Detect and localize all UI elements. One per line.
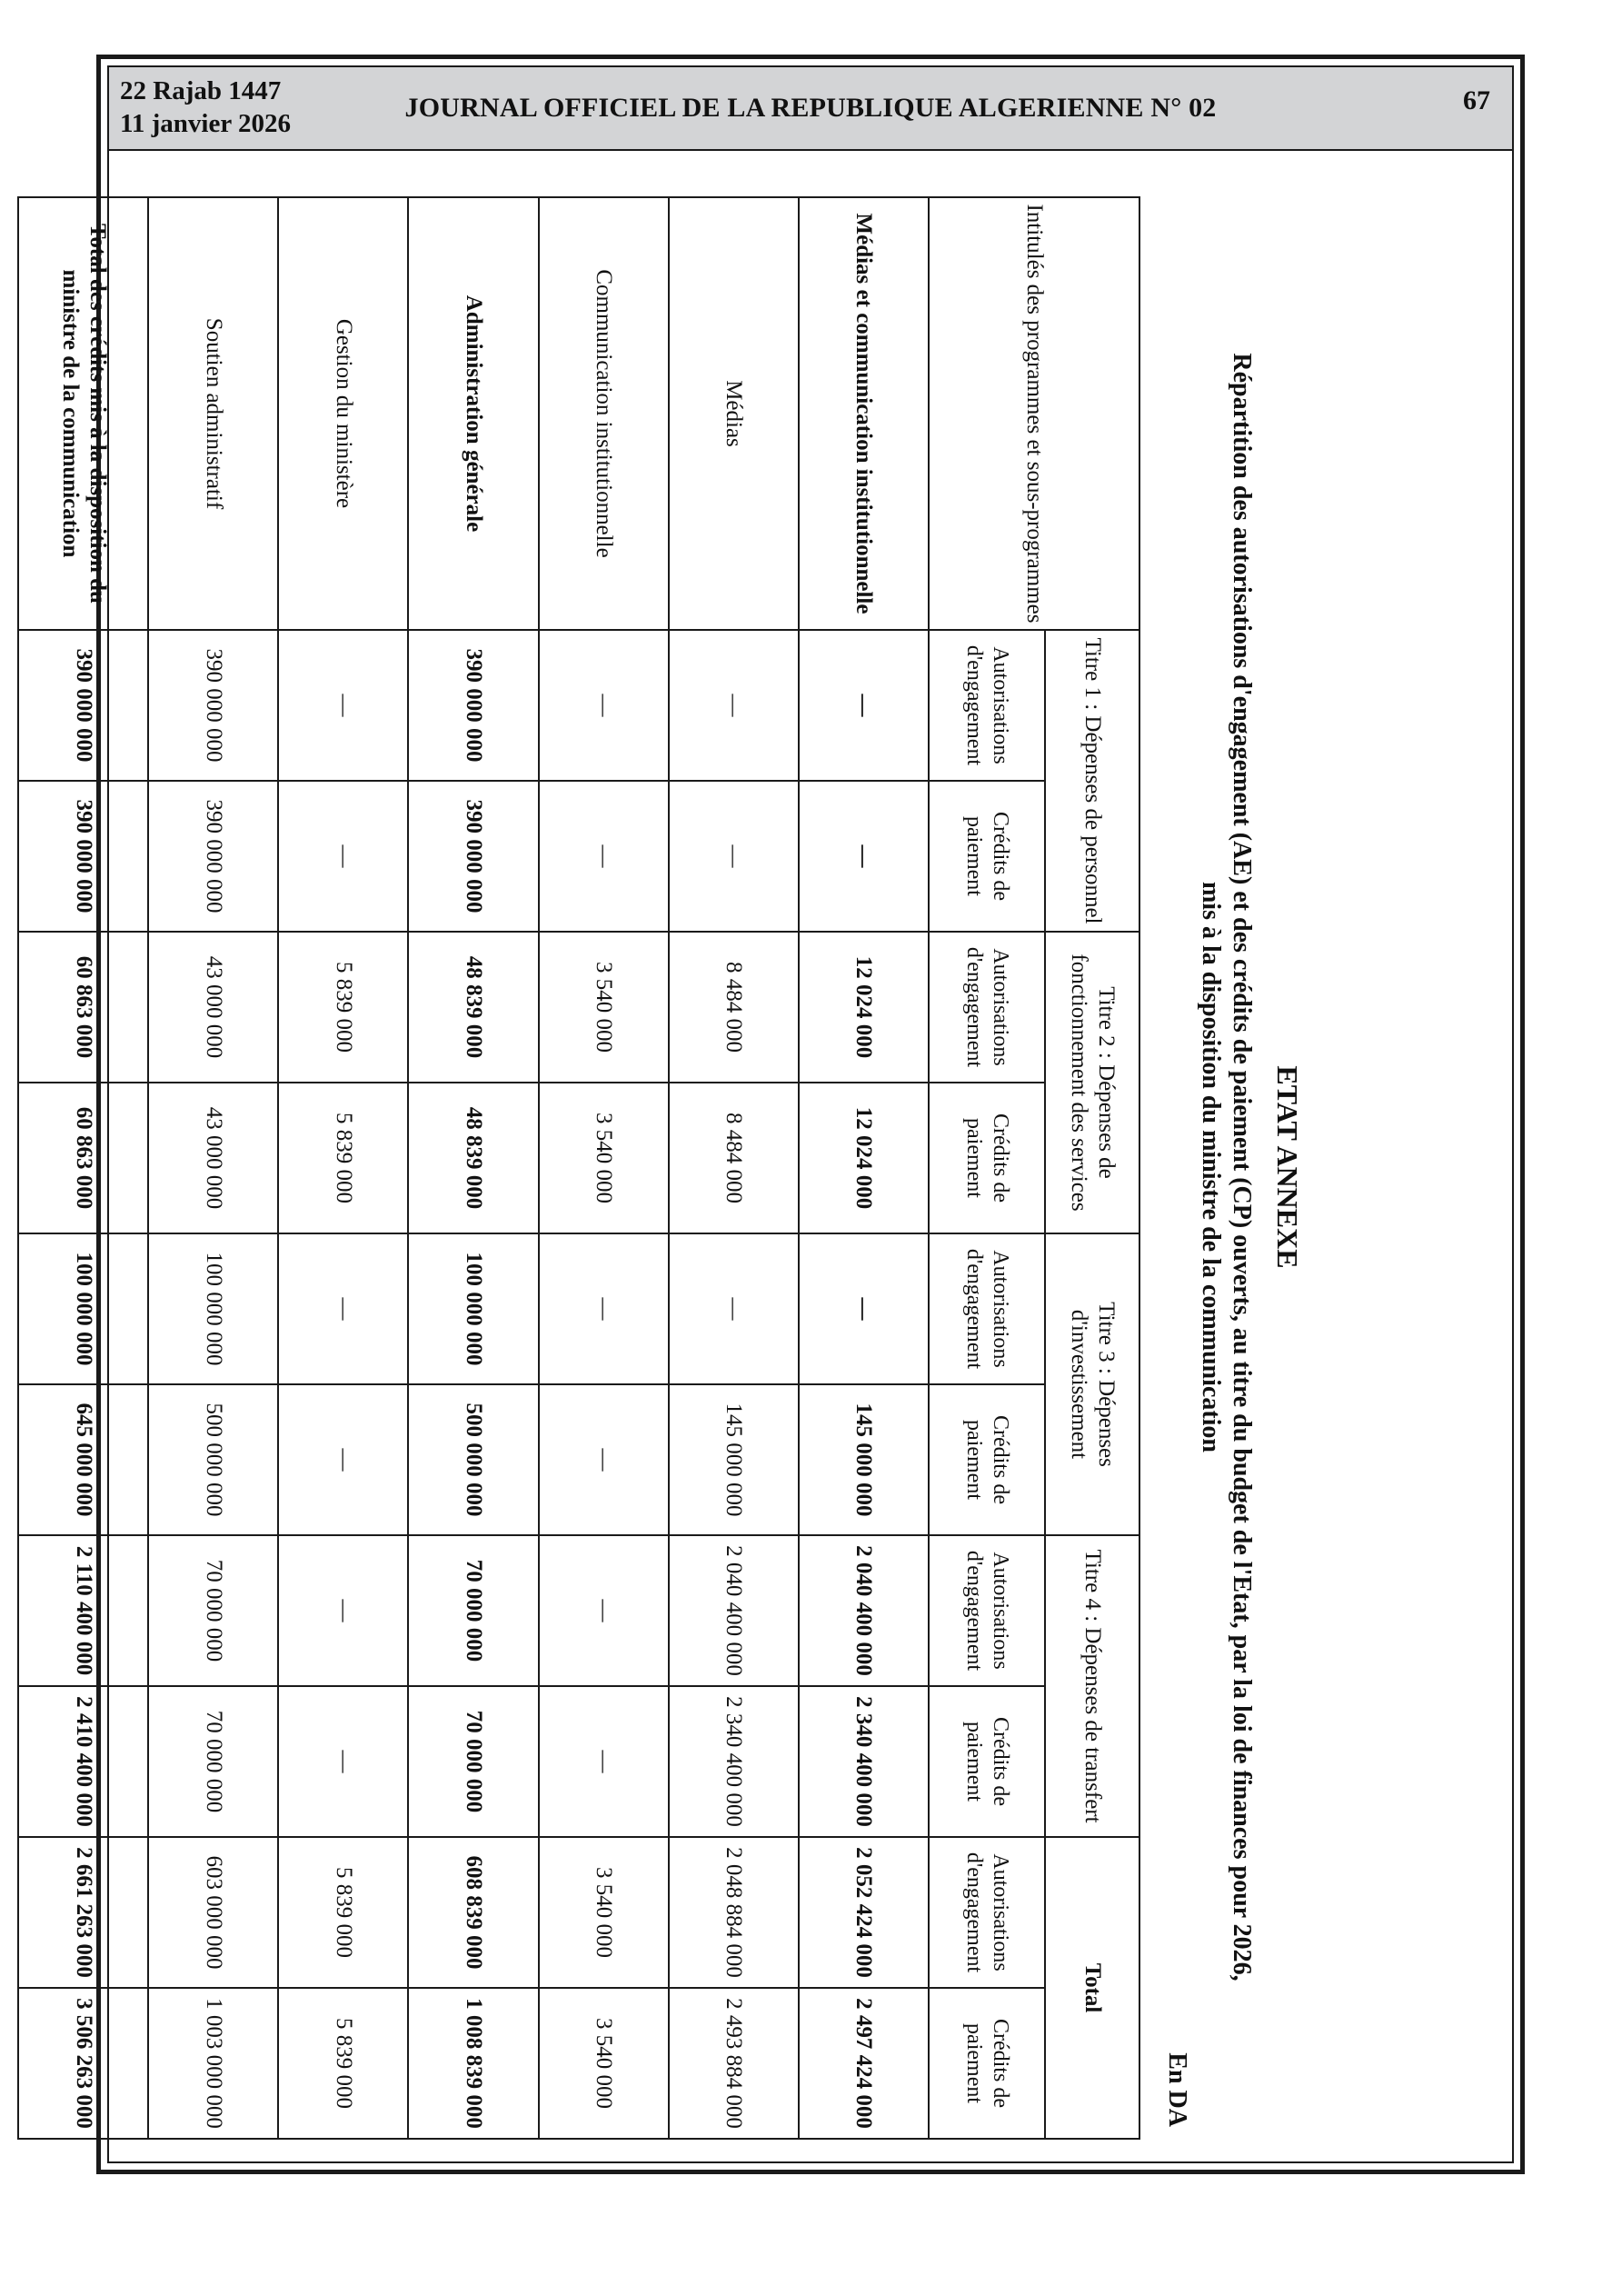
value-cell: — <box>669 630 799 781</box>
subheader-ae: Autorisations d'engagement <box>929 630 1045 781</box>
date-hijri: 22 Rajab 1447 <box>120 76 282 105</box>
subheader-ae: Autorisations d'engagement <box>929 1233 1045 1384</box>
value-cell: 2 410 400 000 <box>18 1686 148 1837</box>
value-cell: — <box>278 1384 408 1535</box>
value-cell: 3 540 000 <box>539 1837 669 1988</box>
value-cell: — <box>278 781 408 932</box>
journal-title: JOURNAL OFFICIEL DE LA REPUBLIQUE ALGERIENNE N° 02 <box>404 93 1217 123</box>
value-cell: 5 839 000 <box>278 1988 408 2139</box>
table-row <box>799 197 929 2139</box>
value-cell: — <box>539 1686 669 1837</box>
subheader-cp: Crédits de paiement <box>929 781 1045 932</box>
value-cell: 60 863 000 <box>18 932 148 1083</box>
table-row <box>539 197 669 2139</box>
subheader-ae: Autorisations d'engagement <box>929 932 1045 1083</box>
row-label: Soutien administratif <box>148 197 278 630</box>
value-cell: — <box>539 1384 669 1535</box>
value-cell: 390 000 000 <box>408 630 538 781</box>
journal-header <box>109 67 1512 151</box>
annex-subtitle <box>1195 251 1257 2083</box>
table-row <box>408 197 538 2139</box>
value-cell: 1 008 839 000 <box>408 1988 538 2139</box>
value-cell: 2 048 884 000 <box>669 1837 799 1988</box>
subheader-ae: Autorisations d'engagement <box>929 1535 1045 1686</box>
subheader-cp: Crédits de paiement <box>929 1083 1045 1233</box>
value-cell: 390 000 000 <box>408 781 538 932</box>
value-cell: 48 839 000 <box>408 1083 538 1233</box>
table-row <box>18 197 148 2139</box>
value-cell: 3 540 000 <box>539 932 669 1083</box>
value-cell: 2 661 263 000 <box>18 1837 148 1988</box>
value-cell: 2 497 424 000 <box>799 1988 929 2139</box>
subtitle-line-1: Répartition des autorisations d'engagement (AE) et des crédits de paiement (CP) ouverts, au titre du budget de l'Etat, par la loi de finances pour 2026, <box>1228 353 1256 1982</box>
value-cell: 5 839 000 <box>278 1083 408 1233</box>
value-cell: 645 000 000 <box>18 1384 148 1535</box>
value-cell: 43 000 000 <box>148 932 278 1083</box>
value-cell: 8 484 000 <box>669 932 799 1083</box>
group-header-titre2: Titre 2 : Dépenses de fonctionnement des services <box>1045 932 1139 1233</box>
value-cell: 5 839 000 <box>278 1837 408 1988</box>
value-cell: 2 052 424 000 <box>799 1837 929 1988</box>
value-cell: 2 340 400 000 <box>799 1686 929 1837</box>
value-cell: 390 000 000 <box>18 630 148 781</box>
group-header-titre1: Titre 1 : Dépenses de personnel <box>1045 630 1139 932</box>
value-cell: 603 000 000 <box>148 1837 278 1988</box>
value-cell: — <box>539 630 669 781</box>
group-header-titre3: Titre 3 : Dépenses d'investissement <box>1045 1233 1139 1535</box>
value-cell: 48 839 000 <box>408 932 538 1083</box>
value-cell: — <box>539 1535 669 1686</box>
value-cell: — <box>539 1233 669 1384</box>
rotated-annex-page <box>17 196 1304 2138</box>
value-cell: — <box>278 1233 408 1384</box>
value-cell: 5 839 000 <box>278 932 408 1083</box>
row-label: Administration générale <box>408 197 538 630</box>
group-header-total: Total <box>1045 1837 1139 2139</box>
value-cell: — <box>278 630 408 781</box>
row-label: Communication institutionnelle <box>539 197 669 630</box>
value-cell: 608 839 000 <box>408 1837 538 1988</box>
label-column-header: Intitulés des programmes et sous-programmes <box>929 197 1139 630</box>
value-cell: 100 000 000 <box>408 1233 538 1384</box>
group-header-titre4: Titre 4 : Dépenses de transfert <box>1045 1535 1139 1837</box>
value-cell: 70 000 000 <box>408 1686 538 1837</box>
value-cell: 1 003 000 000 <box>148 1988 278 2139</box>
subheader-cp: Crédits de paiement <box>929 1988 1045 2139</box>
value-cell: 70 000 000 <box>148 1686 278 1837</box>
currency-unit: En DA <box>1163 2052 1191 2127</box>
value-cell: 145 000 000 <box>799 1384 929 1535</box>
value-cell: 2 493 884 000 <box>669 1988 799 2139</box>
value-cell: 12 024 000 <box>799 932 929 1083</box>
value-cell: — <box>278 1535 408 1686</box>
value-cell: 390 000 000 <box>148 781 278 932</box>
value-cell: 2 110 400 000 <box>18 1535 148 1686</box>
value-cell: 2 040 400 000 <box>799 1535 929 1686</box>
table-row <box>148 197 278 2139</box>
annex-title: ETAT ANNEXE <box>1271 1065 1304 1269</box>
value-cell: — <box>539 781 669 932</box>
value-cell: 70 000 000 <box>408 1535 538 1686</box>
value-cell: — <box>278 1686 408 1837</box>
row-label: Médias <box>669 197 799 630</box>
value-cell: 100 000 000 <box>18 1233 148 1384</box>
page-number: 67 <box>1463 85 1490 115</box>
value-cell: — <box>799 630 929 781</box>
date-gregorian: 11 janvier 2026 <box>120 109 291 138</box>
value-cell: 70 000 000 <box>148 1535 278 1686</box>
value-cell: 2 040 400 000 <box>669 1535 799 1686</box>
row-label: Médias et communication institutionnelle <box>799 197 929 630</box>
value-cell: 3 540 000 <box>539 1083 669 1233</box>
value-cell: 60 863 000 <box>18 1083 148 1233</box>
value-cell: — <box>669 1233 799 1384</box>
value-cell: — <box>799 781 929 932</box>
subheader-cp: Crédits de paiement <box>929 1384 1045 1535</box>
budget-table <box>17 196 1140 2140</box>
value-cell: 500 000 000 <box>148 1384 278 1535</box>
table-row <box>278 197 408 2139</box>
row-label: Gestion du ministère <box>278 197 408 630</box>
value-cell: 100 000 000 <box>148 1233 278 1384</box>
value-cell: 390 000 000 <box>18 781 148 932</box>
subheader-cp: Crédits de paiement <box>929 1686 1045 1837</box>
value-cell: 8 484 000 <box>669 1083 799 1233</box>
table-row <box>669 197 799 2139</box>
row-label: Total des crédits mis à la disposition du ministre de la communication <box>18 197 148 630</box>
value-cell: 3 506 263 000 <box>18 1988 148 2139</box>
value-cell: 500 000 000 <box>408 1384 538 1535</box>
value-cell: 3 540 000 <box>539 1988 669 2139</box>
value-cell: — <box>799 1233 929 1384</box>
value-cell: — <box>669 781 799 932</box>
value-cell: 12 024 000 <box>799 1083 929 1233</box>
value-cell: 145 000 000 <box>669 1384 799 1535</box>
subtitle-line-2: mis à la disposition du ministre de la communication <box>1197 881 1225 1452</box>
value-cell: 390 000 000 <box>148 630 278 781</box>
subheader-ae: Autorisations d'engagement <box>929 1837 1045 1988</box>
value-cell: 43 000 000 <box>148 1083 278 1233</box>
value-cell: 2 340 400 000 <box>669 1686 799 1837</box>
table-body <box>18 197 929 2139</box>
